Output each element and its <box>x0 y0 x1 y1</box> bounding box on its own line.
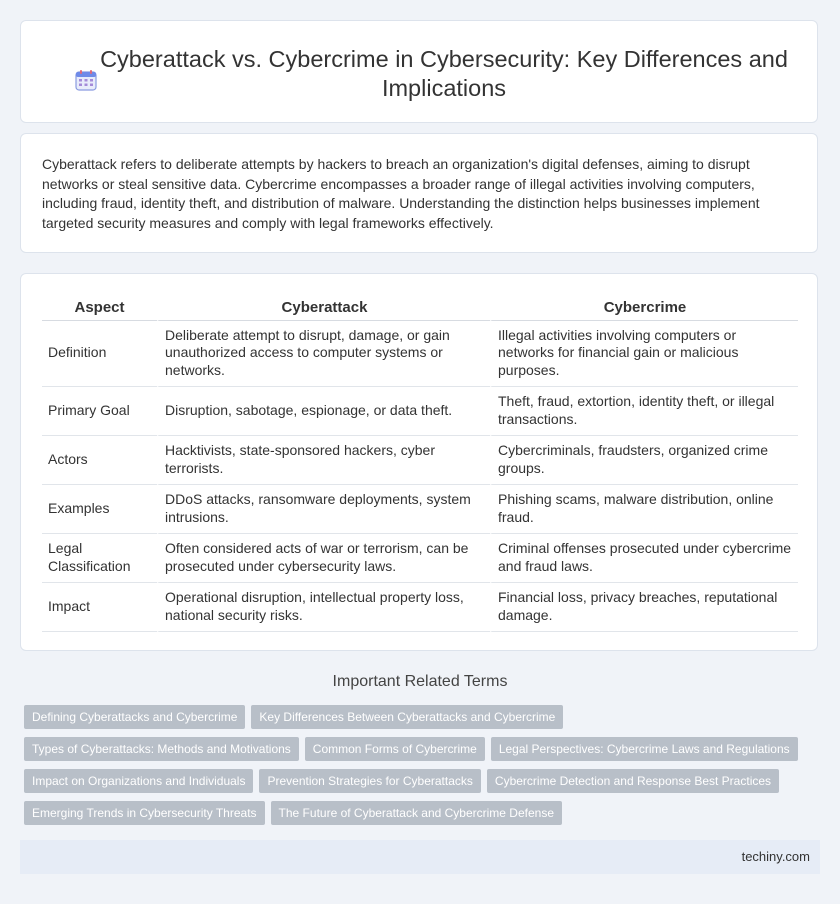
tag-row <box>24 705 569 729</box>
related-term-tag[interactable]: Impact on Organizations and Individuals <box>24 769 253 793</box>
footer <box>20 840 820 874</box>
tag-row <box>24 801 568 825</box>
table-row <box>42 583 798 632</box>
related-term-tag[interactable]: The Future of Cyberattack and Cybercrime Defense <box>271 801 562 825</box>
cyberattack-cell: Deliberate attempt to disrupt, damage, or gain unauthorized access to computer systems or networks. <box>157 321 490 387</box>
table-row <box>42 534 798 583</box>
cybercrime-cell: Phishing scams, malware distribution, online fraud. <box>490 485 798 534</box>
title-card <box>20 20 818 123</box>
cybercrime-cell: Financial loss, privacy breaches, reputational damage. <box>490 583 798 632</box>
comparison-card <box>20 273 818 651</box>
table-row <box>42 485 798 534</box>
table-row <box>42 436 798 485</box>
footer-site-link[interactable]: techiny.com <box>741 849 810 864</box>
cybercrime-cell: Criminal offenses prosecuted under cybercrime and fraud laws. <box>490 534 798 583</box>
page-title: Cyberattack vs. Cybercrime in Cybersecurity: Key Differences and Implications <box>100 46 788 101</box>
related-term-tag[interactable]: Types of Cyberattacks: Methods and Motivations <box>24 737 299 761</box>
aspect-cell: Primary Goal <box>42 387 157 436</box>
cyberattack-cell: Operational disruption, intellectual property loss, national security risks. <box>157 583 490 632</box>
cybercrime-cell: Illegal activities involving computers or networks for financial gain or malicious purposes. <box>490 321 798 387</box>
related-term-tag[interactable]: Key Differences Between Cyberattacks and Cybercrime <box>251 705 563 729</box>
header-aspect: Aspect <box>42 296 157 321</box>
table-row <box>42 387 798 436</box>
aspect-cell: Legal Classification <box>42 534 157 583</box>
aspect-cell: Actors <box>42 436 157 485</box>
intro-paragraph: Cyberattack refers to deliberate attempts by hackers to breach an organization's digital defenses, aiming to disrupt networks or steal sensitive data. Cybercrime encompasses a broader range of illegal activities involving computers, including fraud, identity theft, and distribution of malware. Understanding the distinction helps businesses implement targeted security measures and comply with legal frameworks effectively. <box>42 156 760 231</box>
related-terms-title: Important Related Terms <box>332 673 508 690</box>
tag-row <box>24 769 785 793</box>
aspect-cell: Impact <box>42 583 157 632</box>
related-term-tag[interactable]: Prevention Strategies for Cyberattacks <box>259 769 480 793</box>
comparison-table <box>42 296 798 632</box>
cyberattack-cell: Often considered acts of war or terrorism, can be prosecuted under cybersecurity laws. <box>157 534 490 583</box>
header-cyberattack: Cyberattack <box>157 296 490 321</box>
aspect-cell: Definition <box>42 321 157 387</box>
related-term-tag[interactable]: Common Forms of Cybercrime <box>305 737 485 761</box>
intro-card <box>20 133 818 253</box>
related-term-tag[interactable]: Emerging Trends in Cybersecurity Threats <box>24 801 265 825</box>
related-term-tag[interactable]: Defining Cyberattacks and Cybercrime <box>24 705 245 729</box>
cybercrime-cell: Theft, fraud, extortion, identity theft, or illegal transactions. <box>490 387 798 436</box>
tag-row <box>24 737 804 761</box>
table-header-row <box>42 296 798 321</box>
header-cybercrime: Cybercrime <box>490 296 798 321</box>
cyberattack-cell: Hacktivists, state-sponsored hackers, cyber terrorists. <box>157 436 490 485</box>
table-row <box>42 321 798 387</box>
related-term-tag[interactable]: Cybercrime Detection and Response Best Practices <box>487 769 779 793</box>
aspect-cell: Examples <box>42 485 157 534</box>
cybercrime-cell: Cybercriminals, fraudsters, organized crime groups. <box>490 436 798 485</box>
related-term-tag[interactable]: Legal Perspectives: Cybercrime Laws and Regulations <box>491 737 798 761</box>
cyberattack-cell: Disruption, sabotage, espionage, or data theft. <box>157 387 490 436</box>
cyberattack-cell: DDoS attacks, ransomware deployments, system intrusions. <box>157 485 490 534</box>
